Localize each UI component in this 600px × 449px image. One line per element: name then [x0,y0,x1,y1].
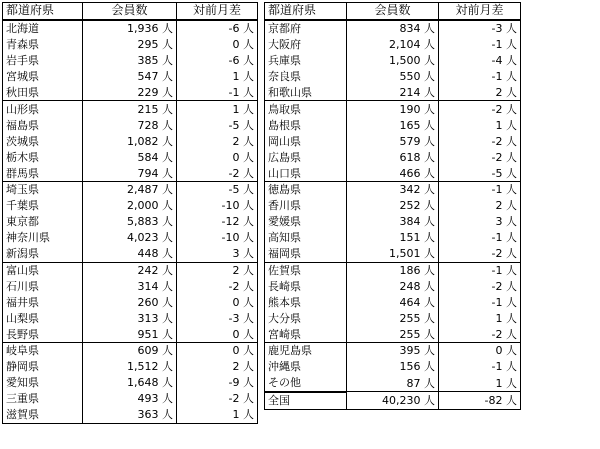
table-row [265,230,521,246]
table-row [265,198,521,214]
prefecture-name: 徳島県 [265,181,347,197]
member-count: 255 人 [347,310,439,326]
prefecture-name: 富山県 [3,262,83,278]
table-row [3,391,258,407]
prefecture-name: 三重県 [3,391,83,407]
table-row [3,53,258,69]
prefecture-name: 鳥取県 [265,101,347,117]
table-row [3,262,258,278]
month-diff: -6 人 [177,20,258,37]
prefecture-name: 茨城県 [3,133,83,149]
member-count: 151 人 [347,230,439,246]
month-diff: 0 人 [177,326,258,342]
member-count: 448 人 [83,246,177,262]
total-member-count: 40,230 人 [347,392,439,409]
prefecture-name: 広島県 [265,149,347,165]
member-count: 466 人 [347,165,439,181]
prefecture-name: 長野県 [3,326,83,342]
table-row [265,326,521,342]
month-diff: -6 人 [177,53,258,69]
prefecture-name: 鹿児島県 [265,343,347,359]
prefecture-name: 大分県 [265,310,347,326]
total-label: 全国 [265,392,347,409]
month-diff: -2 人 [439,101,521,117]
prefecture-name: 岩手県 [3,53,83,69]
member-count: 609 人 [83,343,177,359]
member-count: 229 人 [83,85,177,101]
header-prefecture: 都道府県 [265,3,347,20]
prefecture-name: 香川県 [265,198,347,214]
member-count: 395 人 [347,343,439,359]
member-count: 464 人 [347,294,439,310]
month-diff: -2 人 [439,326,521,342]
table-row [265,133,521,149]
table-row [3,246,258,262]
prefecture-name: 長崎県 [265,278,347,294]
table-row [3,117,258,133]
month-diff: 0 人 [177,343,258,359]
member-count: 314 人 [83,278,177,294]
member-count: 1,648 人 [83,375,177,391]
month-diff: -2 人 [177,278,258,294]
table-row [265,85,521,101]
prefecture-name: 岡山県 [265,133,347,149]
table-row [265,359,521,375]
table-row [3,375,258,391]
month-diff: 2 人 [177,133,258,149]
month-diff: -1 人 [439,359,521,375]
table-header-row [265,3,521,20]
month-diff: -1 人 [177,85,258,101]
header-prefecture: 都道府県 [3,3,83,20]
prefecture-name: 宮城県 [3,69,83,85]
month-diff: -1 人 [439,181,521,197]
month-diff: 1 人 [439,375,521,392]
member-count: 1,501 人 [347,246,439,262]
member-count: 87 人 [347,375,439,392]
header-members: 会員数 [83,3,177,20]
table-row [265,149,521,165]
month-diff: -12 人 [177,214,258,230]
member-count: 550 人 [347,69,439,85]
prefecture-name: 高知県 [265,230,347,246]
table-row [265,101,521,117]
member-count: 248 人 [347,278,439,294]
table-row [265,310,521,326]
month-diff: 1 人 [177,101,258,117]
month-diff: 2 人 [177,262,258,278]
member-count: 1,500 人 [347,53,439,69]
prefecture-name: 東京都 [3,214,83,230]
header-month-diff: 対前月差 [439,3,521,20]
member-count: 385 人 [83,53,177,69]
total-month-diff: -82 人 [439,392,521,409]
month-diff: 0 人 [177,37,258,53]
month-diff: -1 人 [439,262,521,278]
table-row [265,37,521,53]
member-count: 1,512 人 [83,359,177,375]
prefecture-name: 愛知県 [3,375,83,391]
prefecture-name: 山形県 [3,101,83,117]
table-row [265,375,521,392]
prefecture-name: 群馬県 [3,165,83,181]
prefecture-name: 秋田県 [3,85,83,101]
prefecture-name: 北海道 [3,20,83,37]
header-members: 会員数 [347,3,439,20]
table-row [3,230,258,246]
month-diff: -5 人 [177,117,258,133]
member-count: 579 人 [347,133,439,149]
prefecture-name: 沖縄県 [265,359,347,375]
member-count: 384 人 [347,214,439,230]
member-count: 794 人 [83,165,177,181]
member-count: 342 人 [347,181,439,197]
prefecture-name: 埼玉県 [3,181,83,197]
month-diff: -1 人 [439,230,521,246]
member-count: 214 人 [347,85,439,101]
prefecture-name: 山口県 [265,165,347,181]
prefecture-name: 熊本県 [265,294,347,310]
table-row [3,278,258,294]
month-diff: 1 人 [439,117,521,133]
table-row [3,407,258,423]
table-row [3,85,258,101]
table-row [265,343,521,359]
member-count: 618 人 [347,149,439,165]
prefecture-name: 石川県 [3,278,83,294]
member-count: 834 人 [347,20,439,37]
table-row [3,343,258,359]
member-count: 252 人 [347,198,439,214]
month-diff: 2 人 [439,85,521,101]
member-count: 2,487 人 [83,181,177,197]
month-diff: -2 人 [439,246,521,262]
table-row [3,326,258,342]
month-diff: -2 人 [177,165,258,181]
prefecture-name: 千葉県 [3,198,83,214]
month-diff: -2 人 [439,149,521,165]
member-count: 156 人 [347,359,439,375]
table-row [265,214,521,230]
table-row [265,294,521,310]
month-diff: 1 人 [439,310,521,326]
prefecture-name: 兵庫県 [265,53,347,69]
table-row [3,37,258,53]
member-count: 547 人 [83,69,177,85]
month-diff: -10 人 [177,198,258,214]
month-diff: 2 人 [177,359,258,375]
member-count: 363 人 [83,407,177,423]
right-membership-table [264,2,521,410]
month-diff: -10 人 [177,230,258,246]
table-row [3,133,258,149]
table-header-row [3,3,258,20]
prefecture-name: その他 [265,375,347,392]
prefecture-name: 神奈川県 [3,230,83,246]
prefecture-name: 福島県 [3,117,83,133]
month-diff: -3 人 [177,310,258,326]
month-diff: -1 人 [439,294,521,310]
prefecture-name: 宮崎県 [265,326,347,342]
prefecture-name: 福岡県 [265,246,347,262]
prefecture-name: 佐賀県 [265,262,347,278]
member-count: 493 人 [83,391,177,407]
month-diff: -3 人 [439,20,521,37]
member-count: 584 人 [83,149,177,165]
member-count: 1,936 人 [83,20,177,37]
table-row [265,278,521,294]
member-count: 4,023 人 [83,230,177,246]
month-diff: -9 人 [177,375,258,391]
table-row [3,294,258,310]
month-diff: -1 人 [439,69,521,85]
prefecture-name: 京都府 [265,20,347,37]
prefecture-name: 愛媛県 [265,214,347,230]
member-count: 5,883 人 [83,214,177,230]
prefecture-name: 栃木県 [3,149,83,165]
month-diff: -4 人 [439,53,521,69]
table-row [3,310,258,326]
table-row [265,262,521,278]
prefecture-name: 青森県 [3,37,83,53]
month-diff: -2 人 [439,278,521,294]
month-diff: -2 人 [439,133,521,149]
month-diff: 3 人 [439,214,521,230]
table-row [3,69,258,85]
prefecture-name: 島根県 [265,117,347,133]
table-row [3,359,258,375]
month-diff: 0 人 [177,149,258,165]
prefecture-name: 奈良県 [265,69,347,85]
header-month-diff: 対前月差 [177,3,258,20]
member-count: 255 人 [347,326,439,342]
prefecture-name: 静岡県 [3,359,83,375]
table-row [3,181,258,197]
table-row [3,198,258,214]
table-row [265,117,521,133]
table-row [3,101,258,117]
month-diff: 3 人 [177,246,258,262]
table-row [265,53,521,69]
month-diff: 2 人 [439,198,521,214]
prefecture-name: 大阪府 [265,37,347,53]
member-count: 190 人 [347,101,439,117]
member-count: 313 人 [83,310,177,326]
table-row [265,181,521,197]
left-membership-table [2,2,258,424]
prefecture-name: 福井県 [3,294,83,310]
member-count: 215 人 [83,101,177,117]
month-diff: -2 人 [177,391,258,407]
table-row [3,165,258,181]
prefecture-name: 滋賀県 [3,407,83,423]
table-row [265,20,521,37]
table-row [265,165,521,181]
member-count: 260 人 [83,294,177,310]
prefecture-name: 山梨県 [3,310,83,326]
month-diff: 1 人 [177,407,258,423]
prefecture-name: 岐阜県 [3,343,83,359]
prefecture-name: 和歌山県 [265,85,347,101]
month-diff: -5 人 [177,181,258,197]
month-diff: -5 人 [439,165,521,181]
table-row [3,20,258,37]
member-count: 2,000 人 [83,198,177,214]
month-diff: 0 人 [439,343,521,359]
member-count: 242 人 [83,262,177,278]
member-count: 951 人 [83,326,177,342]
month-diff: 1 人 [177,69,258,85]
member-count: 165 人 [347,117,439,133]
total-row [265,392,521,409]
table-row [3,214,258,230]
prefecture-name: 新潟県 [3,246,83,262]
table-row [265,246,521,262]
member-count: 1,082 人 [83,133,177,149]
month-diff: -1 人 [439,37,521,53]
member-count: 295 人 [83,37,177,53]
member-count: 728 人 [83,117,177,133]
member-count: 2,104 人 [347,37,439,53]
table-row [3,149,258,165]
table-row [265,69,521,85]
month-diff: 0 人 [177,294,258,310]
member-count: 186 人 [347,262,439,278]
